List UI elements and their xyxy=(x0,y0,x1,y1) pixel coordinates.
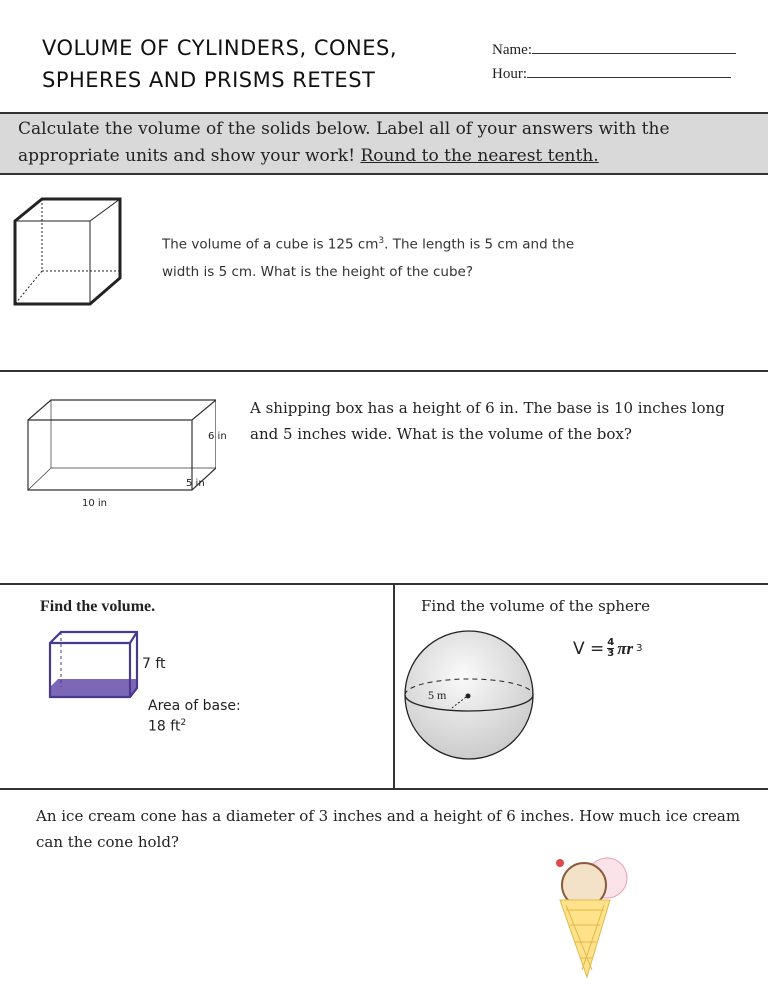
instructions-round: Round to the nearest tenth. xyxy=(360,146,599,166)
divider xyxy=(0,370,768,372)
column-divider xyxy=(393,583,395,788)
title-line-2: SPHERES AND PRISMS RETEST xyxy=(42,68,376,92)
divider xyxy=(0,583,768,585)
instructions xyxy=(0,112,768,175)
label-width: 5 in xyxy=(186,478,205,489)
question-4-heading: Find the volume of the sphere xyxy=(421,597,650,615)
label-radius: 5 m xyxy=(428,688,447,702)
question-1: The volume of a cube is 125 $cm^3$. The length is 5 cm and the width is 5 cm. What is the height of the cube? xyxy=(162,236,575,280)
label-height: 6 in xyxy=(208,431,227,442)
box-figure xyxy=(26,398,216,513)
ice-cream-cone-icon xyxy=(552,845,632,980)
label-base: Area of base: 18 $ft^2$ xyxy=(148,698,241,735)
sphere-figure xyxy=(402,628,537,763)
question-2: A shipping box has a height of 6 in. The base is 10 inches long and 5 inches wide. What is the volume of the box? xyxy=(250,399,725,443)
worksheet-title xyxy=(42,32,397,96)
cube-figure xyxy=(12,196,124,308)
prism-figure xyxy=(48,630,140,702)
name-label: Name: xyxy=(492,42,532,58)
instructions-text: Calculate the volume of the solids below. Label all of your answers with the appropriate units and show your work! xyxy=(18,119,670,166)
question-3-heading: Find the volume. xyxy=(40,598,156,615)
divider xyxy=(0,788,768,790)
sphere-formula: V = $\frac{4}{3}$ πr 3 xyxy=(573,637,643,659)
hour-field[interactable] xyxy=(492,64,731,83)
title-line-1: VOLUME OF CYLINDERS, CONES, xyxy=(42,36,398,60)
question-5: An ice cream cone has a diameter of 3 inches and a height of 6 inches. How much ice cream can the cone hold? xyxy=(36,807,741,851)
label-height: 7 ft xyxy=(142,656,166,672)
hour-label: Hour: xyxy=(492,66,527,82)
name-field[interactable] xyxy=(492,40,736,59)
label-length: 10 in xyxy=(82,498,108,509)
